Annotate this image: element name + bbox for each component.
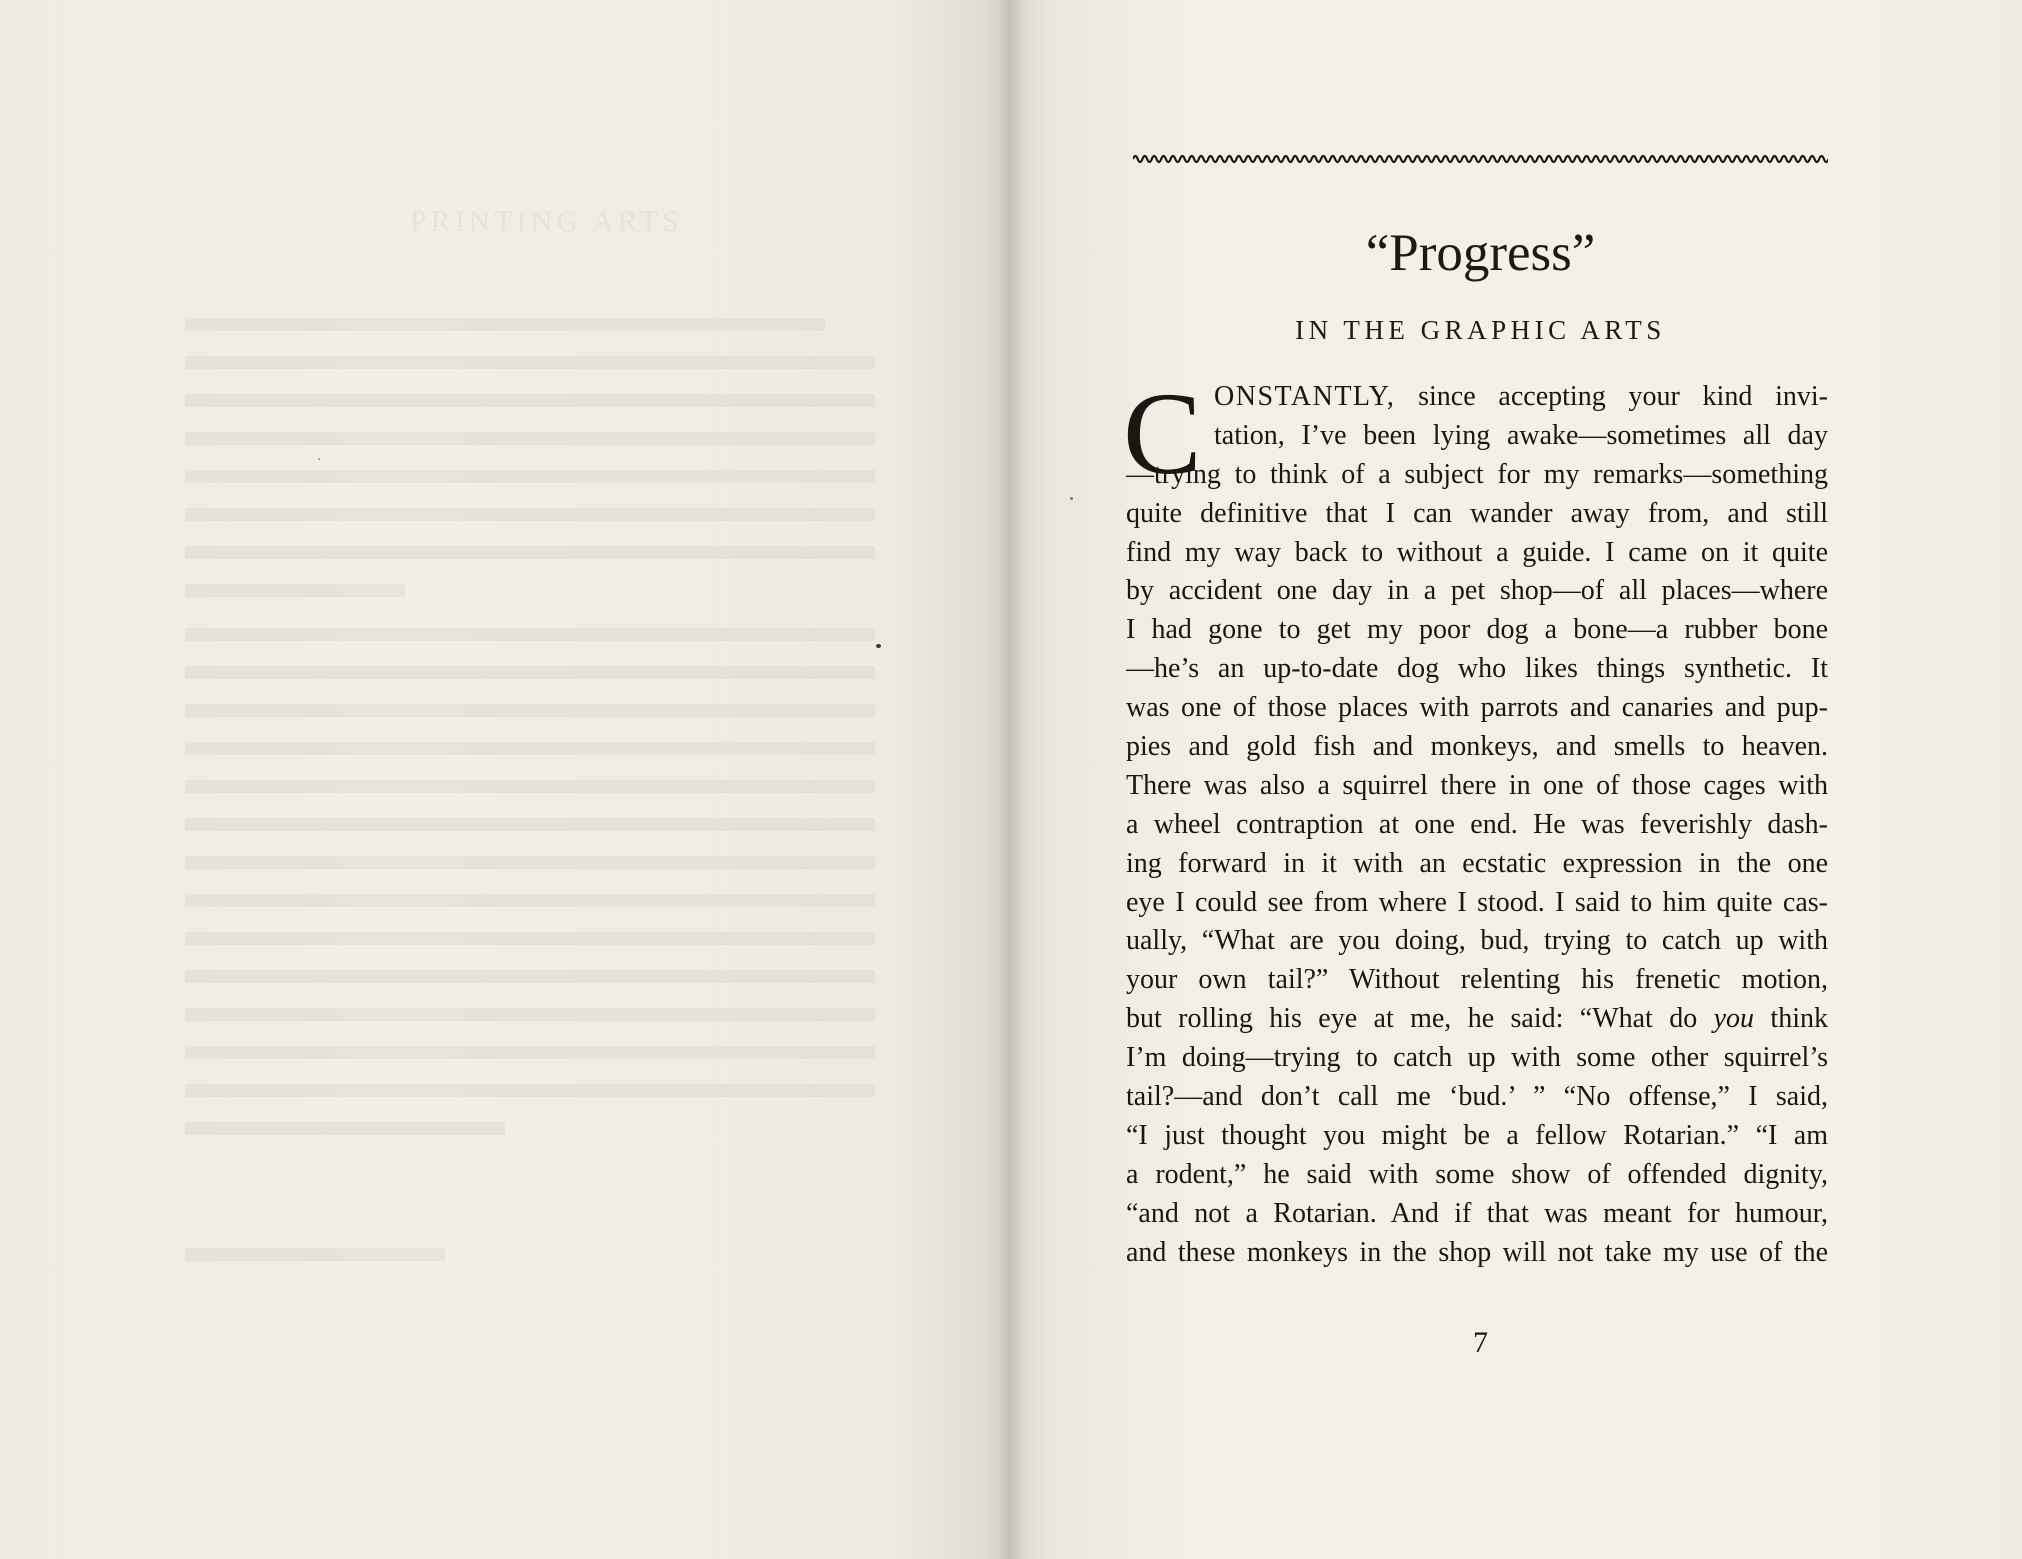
show-through-line xyxy=(185,704,875,717)
show-through-line xyxy=(185,932,875,945)
text-line: ing forward in it with an ecstatic expression in the one xyxy=(1126,847,1828,879)
show-through-line xyxy=(185,1122,505,1135)
body-text xyxy=(1126,378,1828,1272)
show-through-line xyxy=(185,894,875,907)
italic-word: you xyxy=(1713,1003,1755,1035)
text-line: a rodent,” he said with some show of offended dignity, xyxy=(1126,1158,1828,1190)
text-line: quite definitive that I can wander away from, and still xyxy=(1126,497,1828,529)
chapter-title: “Progress” xyxy=(1365,224,1596,282)
text-line xyxy=(1126,378,1828,417)
show-through-line xyxy=(185,546,875,559)
show-through-title: PRINTING ARTS xyxy=(410,205,683,238)
show-through-line xyxy=(185,1248,445,1261)
text-line: find my way back to without a guide. I came on it quite xyxy=(1126,536,1828,568)
chapter-subtitle: IN THE GRAPHIC ARTS xyxy=(1295,315,1666,345)
text-line: tation, I’ve been lying awake—sometimes all day xyxy=(1214,419,1828,451)
text-line: eye I could see from where I stood. I said to him quite cas- xyxy=(1126,886,1828,918)
first-word-small-caps: ONSTANTLY, xyxy=(1214,381,1396,412)
show-through-line xyxy=(185,356,875,369)
text-line: by accident one day in a pet shop—of all places—where xyxy=(1126,575,1828,607)
show-through-line xyxy=(185,584,405,597)
text-line: “and not a Rotarian. And if that was meant for humour, xyxy=(1126,1197,1828,1229)
drop-cap: C xyxy=(1123,368,1202,499)
show-through-line xyxy=(185,970,875,983)
paper-speck xyxy=(876,644,881,648)
text-line: There was also a squirrel there in one of those cages with xyxy=(1126,769,1828,801)
show-through-line xyxy=(185,818,875,831)
show-through-line xyxy=(185,856,875,869)
show-through-line xyxy=(185,1084,875,1097)
wavy-rule-ornament xyxy=(1133,150,1828,166)
show-through-line xyxy=(185,628,875,641)
text-line: “I just thought you might be a fellow Rotarian.” “I am xyxy=(1126,1119,1828,1151)
text-line: and these monkeys in the shop will not take my use of the xyxy=(1126,1236,1828,1268)
text-line: your own tail?” Without relenting his frenetic motion, xyxy=(1126,964,1828,996)
text-line: —he’s an up-to-date dog who likes things synthetic. It xyxy=(1126,653,1828,685)
text-line: I had gone to get my poor dog a bone—a rubber bone xyxy=(1126,614,1828,646)
text-line: tail?—and don’t call me ‘bud.’ ” “No offense,” I said, xyxy=(1126,1081,1828,1113)
page-number: 7 xyxy=(1473,1326,1488,1359)
left-page xyxy=(0,0,1010,1559)
show-through-line xyxy=(185,666,875,679)
show-through-line xyxy=(185,318,825,331)
text-line xyxy=(1126,1000,1828,1039)
text-line: a wheel contraption at one end. He was feverishly dash- xyxy=(1126,808,1828,840)
text-line-content: but rolling his eye at me, he said: “What do xyxy=(1126,1003,1714,1035)
paper-speck xyxy=(1070,497,1073,500)
show-through-line xyxy=(185,432,875,445)
show-through-line xyxy=(185,470,875,483)
text-line-content: since accepting your kind invi- xyxy=(1395,381,1828,412)
text-line: —trying to think of a subject for my remarks—something xyxy=(1126,458,1828,490)
text-line-content: think xyxy=(1754,1003,1828,1035)
text-line: was one of those places with parrots and canaries and pup- xyxy=(1126,692,1828,724)
show-through-line xyxy=(185,1008,875,1021)
text-line: pies and gold fish and monkeys, and smells to heaven. xyxy=(1126,731,1828,763)
book-gutter xyxy=(998,0,1024,1559)
show-through-line xyxy=(185,1046,875,1059)
show-through-line xyxy=(185,742,875,755)
paper-speck xyxy=(318,458,320,460)
show-through-line xyxy=(185,508,875,521)
text-line: ually, “What are you doing, bud, trying to catch up with xyxy=(1126,925,1828,957)
text-line: I’m doing—trying to catch up with some other squirrel’s xyxy=(1126,1042,1828,1074)
show-through-line xyxy=(185,394,875,407)
show-through-line xyxy=(185,780,875,793)
